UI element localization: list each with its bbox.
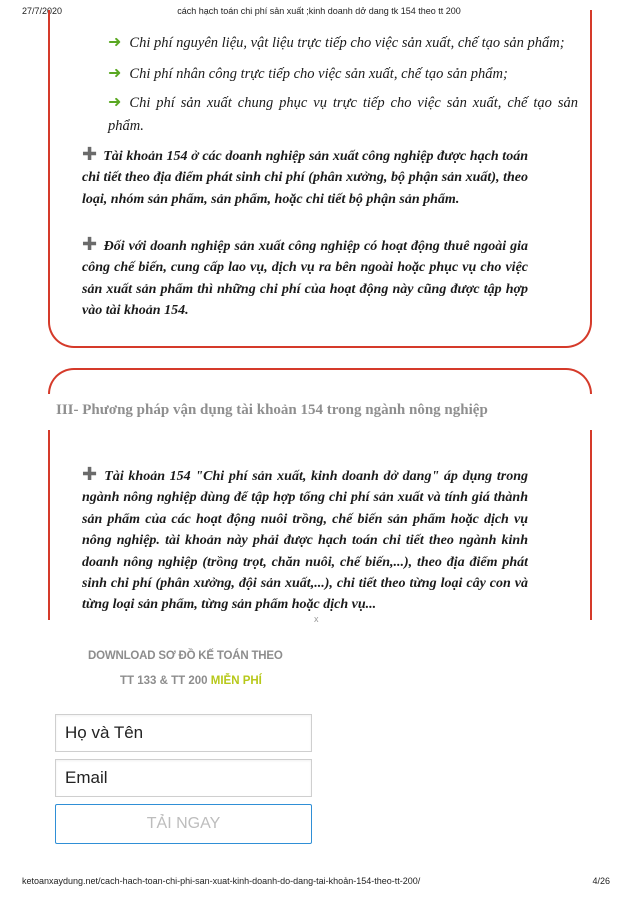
plus-icon: ✚: [82, 144, 98, 165]
download-now-button[interactable]: TẢI NGAY: [55, 804, 312, 844]
print-page-title: cách hạch toán chi phí sản xuất ;kinh doanh dở dang tk 154 theo tt 200: [177, 6, 461, 16]
free-highlight: MIỄN PHÍ: [210, 675, 262, 687]
download-title: DOWNLOAD SƠ ĐỒ KẾ TOÁN THEO: [88, 650, 283, 662]
arrow-right-icon: ➜: [108, 32, 122, 51]
name-input[interactable]: [55, 714, 312, 752]
section3-body: [82, 466, 528, 622]
plus-icon: ✚: [82, 466, 99, 485]
section-heading: III- Phương pháp vận dụng tài khoản 154 trong ngành nông nghiệp: [56, 402, 488, 418]
download-subtitle-text: TT 133 & TT 200: [120, 675, 211, 687]
paragraph-text: Tài khoản 154 "Chi phí sản xuất, kinh doanh dở dang" áp dụng trong ngành nông nghiệp dùng để tập hợp tổng chi phí sản xuất và tính giá thành sản phẩm của các hoạt động nuôi trồng, chế biến sản phẩm hoặc dịch vụ nông nghiệp. tài khoản này phải được hạch toán chi tiết theo ngành kinh doanh nông nghiệp (trồng trọt, chăn nuôi, chế biến,...), theo địa điểm phát sinh chi phí (phân xưởng, đội sản xuất,...), chi tiết theo từng loại cây con và từng loại sản phẩm, từng sản phẩm hoặc dịch vụ...: [82, 469, 528, 613]
cost-item-text: Chi phí nhân công trực tiếp cho việc sản xuất, chế tạo sản phẩm;: [129, 66, 508, 82]
page-url: ketoanxaydung.net/cach-hach-toan-chi-phi-san-xuat-kinh-doanh-do-dang-tai-khoản-154-theo-tt-200/: [22, 876, 421, 886]
content-box-section3-top: [48, 368, 592, 394]
plus-icon: ✚: [82, 234, 98, 255]
close-icon[interactable]: x: [314, 614, 319, 624]
arrow-right-icon: ➜: [108, 63, 122, 82]
download-subtitle: [120, 675, 320, 687]
cost-item-text: Chi phí sản xuất chung phục vụ trực tiếp cho việc sản xuất, chế tạo sản phẩm.: [108, 95, 578, 134]
cost-item-text: Chi phí nguyên liệu, vật liệu trực tiếp cho việc sản xuất, chế tạo sản phẩm;: [129, 35, 565, 51]
box-border-left: [48, 430, 50, 620]
paragraph-detail-accounting: [82, 146, 528, 210]
paragraph-text: Tài khoản 154 ở các doanh nghiệp sản xuất công nghiệp được hạch toán chi tiết theo địa điểm phát sinh chi phí (phân xưởng, bộ phận sản xuất), theo loại, nhóm sản phẩm, sản phẩm, hoặc chi tiết bộ phận sản phẩm.: [82, 149, 528, 207]
paragraph-text: Đối với doanh nghiệp sản xuất công nghiệp có hoạt động thuê ngoài gia công chế biến, cung cấp lao vụ, dịch vụ ra bên ngoài hoặc phục vụ cho việc sản xuất sản phẩm thì những chi phí của hoạt động này cũng được tập hợp vào tài khoản 154.: [82, 239, 528, 319]
cost-item-2: [108, 61, 578, 86]
box-border-right: [590, 430, 592, 620]
paragraph-outsourcing: [82, 236, 528, 322]
print-footer: [0, 876, 638, 890]
cost-item-3: [108, 90, 578, 138]
email-input[interactable]: [55, 759, 312, 797]
page-number: 4/26: [592, 876, 610, 886]
arrow-right-icon: ➜: [108, 92, 122, 111]
cost-item-1: [108, 30, 578, 55]
print-date: 27/7/2020: [22, 6, 63, 16]
paragraph-agriculture: [82, 466, 528, 616]
